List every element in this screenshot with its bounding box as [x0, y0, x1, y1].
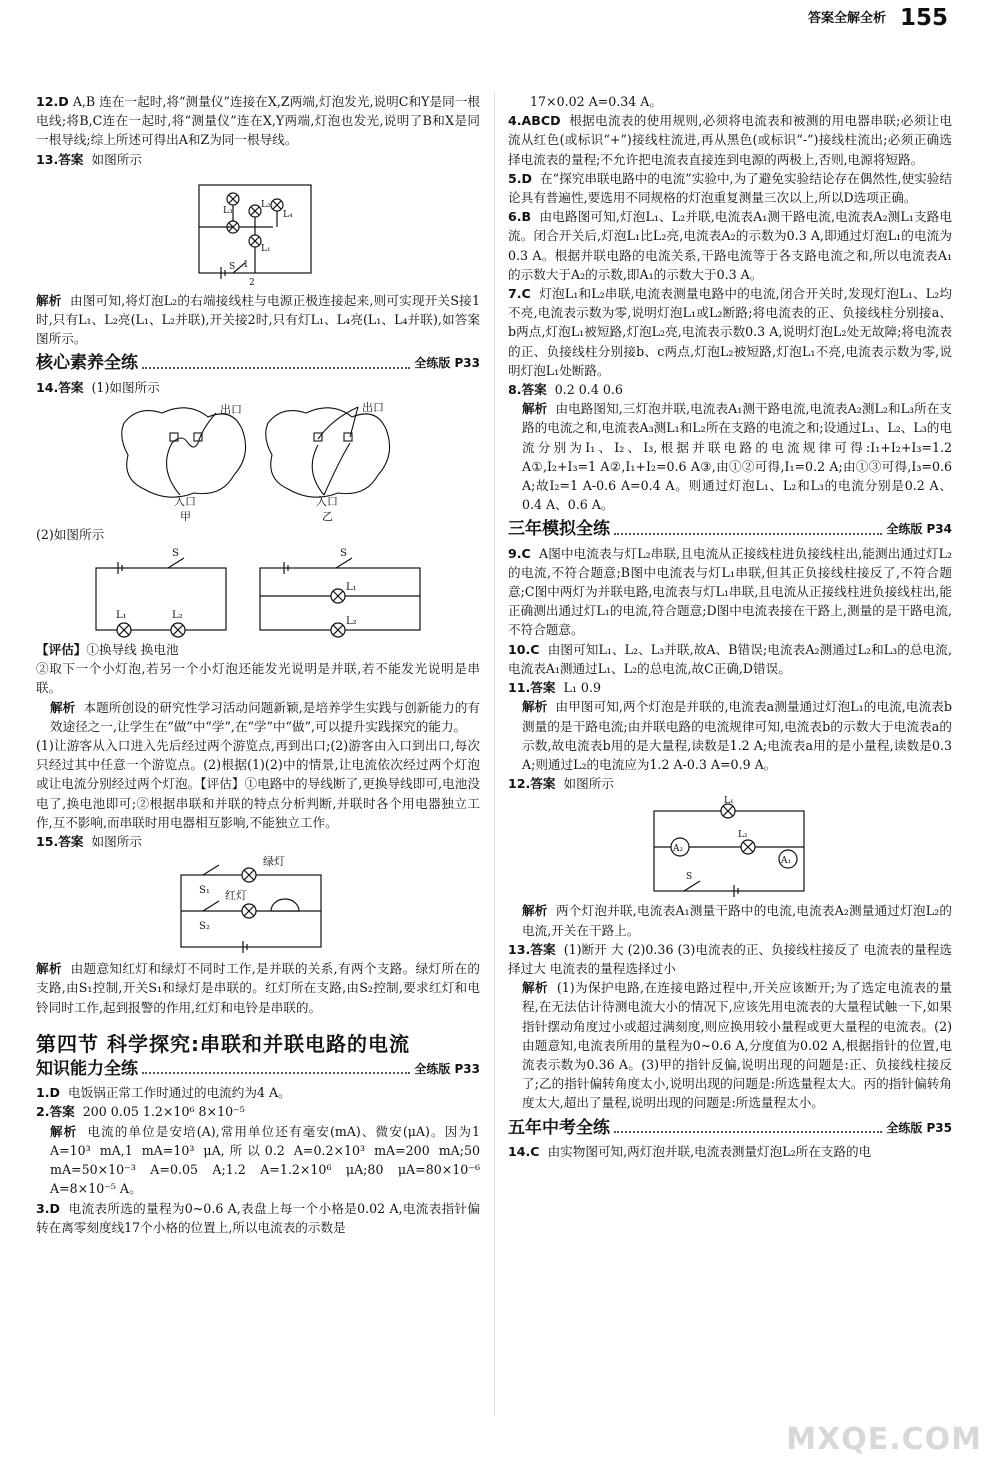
svg-text:S: S — [229, 261, 236, 272]
analysis-label: 解析 — [50, 699, 76, 715]
answer-num: 13.答案 — [36, 151, 84, 167]
svg-text:L₄: L₄ — [283, 209, 293, 220]
svg-text:A₂: A₂ — [673, 844, 684, 855]
section-heading — [36, 1060, 480, 1079]
answer-11 — [508, 678, 952, 697]
answer-part2: (2)如图所示 — [36, 526, 105, 542]
answer-num: 14.答案 — [36, 379, 84, 395]
right-column — [508, 92, 952, 1161]
svg-text:L₂: L₂ — [261, 199, 271, 210]
section-version: 全练版 P33 — [414, 356, 480, 371]
answer-num: 11.答案 — [508, 680, 556, 696]
section-title: 知识能力全练 — [36, 1059, 138, 1080]
answer-7 — [508, 284, 952, 380]
svg-text:2: 2 — [249, 277, 255, 288]
answer-text: 电饭锅正常工作时通过的电流约为4 A。 — [68, 1085, 291, 1101]
left-column — [36, 92, 480, 1237]
analysis-text: 由题意知红灯和绿灯不同时工作,是并联的关系,有两个支路。绿灯所在的支路,由S₁控制,开关S₁和绿灯是串联的。红灯所在支路,由S₂控制,要求红灯和电铃同时工作,起到报警的作用,红灯和电铃是串联的。 — [36, 961, 480, 1015]
analysis-text: 由甲图可知,两个灯泡是并联的,电流表a测量通过灯泡L₁的电流,电流表b测量的是干路电流;由并联电路的电流规律可知,电流表b的示数大于电流表a的示数,故电流表b用的是大量程,读数是1.2 A;电流表a用的是小量程,读数是0.3 A;则通过L₂的电流应为1.2 A-0.3 A=0.9 A。 — [522, 699, 952, 772]
answer-text: 根据电流表的使用规则,必须将电流表和被测的用电器串联;必须让电流从红色(或标识“+”)接线柱流进,再从黑色(或标识“-”)接线柱流出;必须正确选择电流表的量程;不允许把电流表直接连到电源的两极上,否则,电源将短路。 — [508, 113, 953, 167]
answer-num: 12.答案 — [508, 776, 556, 792]
answer-12 — [36, 92, 480, 150]
answer-10 — [508, 640, 952, 678]
section-heading — [36, 354, 480, 373]
fig-caption-jia: 甲 — [180, 509, 191, 523]
section-version: 全练版 P33 — [414, 1062, 480, 1077]
analysis-14a — [36, 698, 480, 736]
answer-13 — [36, 150, 480, 169]
answer-12 — [508, 774, 952, 793]
answer-num: 5.D — [508, 170, 533, 186]
svg-text:L₃: L₃ — [223, 205, 233, 216]
svg-text:S₂: S₂ — [199, 921, 210, 933]
answer-text: (1)断开 大 (2)0.36 (3)电流表的正、负接线柱接反了 电流表的量程选择过大 电流表的量程选择过小 — [508, 941, 953, 976]
analysis-text: 两个灯泡并联,电流表A₁测量干路中的电流,电流表A₂测量通过灯泡L₂的电流,开关在干路上。 — [522, 903, 952, 938]
header-title: 答案全解全析 — [807, 11, 886, 27]
answer-num: 1.D — [36, 1085, 61, 1101]
analysis-label: 解析 — [50, 1123, 78, 1139]
answer-text: 电流表所选的量程为0~0.6 A,表盘上每一个小格是0.02 A,电流表指针偏转在离零刻度线17个小格的位置上,所以电流表的示数是 — [36, 1200, 480, 1235]
answer-num: 3.D — [36, 1200, 61, 1216]
dotted-leader — [142, 367, 410, 369]
page-header — [808, 6, 948, 32]
answer-num: 14.C — [508, 1143, 540, 1159]
answer-8 — [508, 380, 952, 399]
analysis-8 — [508, 399, 952, 514]
answer-num: 10.C — [508, 641, 540, 657]
answer-2 — [36, 1102, 480, 1121]
answer-14-part2 — [36, 525, 480, 544]
answer-14 — [508, 1142, 952, 1161]
answer-num: 13.答案 — [508, 941, 556, 957]
analysis-text: (1)为保护电路,在连接电路过程中,开关应该断开;为了选定电流表的量程,在无法估计待测电流大小的情况下,应该先用电流表的大量程试触一下,如果指针摆动角度过小或超过满刻度,则应换用较小量程或更大量程的电流表。(2)由题意知,电流表所用的量程为0~0.6 A,分度值为0.02 A,根据指针的位置,电流表示数为0.36 A。(3)甲的指针反偏,说明出现的问题是:正、负接线柱接反了;乙的指针偏转角度太小,说明出现的问题是:所选量程太大。丙的指针偏转角度太大,超出了量程,说明出现的问题是:所选量程太小。 — [522, 980, 952, 1111]
section-version: 全练版 P35 — [886, 1120, 952, 1135]
answer-text: L₁ 0.9 — [563, 680, 601, 696]
svg-text:L₁: L₁ — [116, 610, 127, 622]
dotted-leader — [614, 1131, 882, 1133]
analysis-text: 本题所创设的研究性学习活动问题新颖,是培养学生实践与创新能力的有效途径之一,让学生在“做”中“学”,在“学”中“做”,可以提升实践探究的能力。 — [50, 699, 480, 734]
circuit-diagram-12 — [640, 795, 820, 899]
svg-text:L₁: L₁ — [724, 796, 734, 807]
svg-text:S: S — [340, 548, 347, 560]
answer-1 — [36, 1083, 480, 1102]
answer-num: 7.C — [508, 286, 531, 302]
analysis-text: 由图可知,将灯泡L₂的右端接线柱与电源正极连接起来,则可实现开关S接1时,只有L₁、L₂亮(L₁、L₂并联),开关接2时,只有灯L₁、L₄亮(L₁、L₄并联),如答案图所示。 — [36, 292, 480, 347]
svg-text:S: S — [172, 548, 179, 560]
answer-text: 在“探究串联电路中的电流”实验中,为了避免实验结论存在偶然性,使实验结论具有普遍性,要选用不同规格的灯泡重复测量三次以上,所以D选项正确。 — [508, 170, 952, 206]
section-title: 三年模拟全练 — [508, 519, 610, 540]
circuit-diagram-15 — [173, 853, 343, 957]
answer-3 — [36, 1199, 480, 1237]
park-route-diagram — [118, 399, 398, 523]
answer-14 — [36, 378, 480, 397]
section-heading — [508, 1119, 952, 1138]
svg-text:S: S — [686, 872, 693, 883]
svg-text:S₁: S₁ — [199, 885, 210, 897]
svg-text:L₁: L₁ — [261, 243, 271, 254]
fig-exit-label-1: 出口 — [220, 402, 242, 416]
svg-text:L₂: L₂ — [346, 616, 357, 628]
watermark: MXQE.COM — [786, 1421, 982, 1457]
section-title: 五年中考全练 — [508, 1117, 610, 1138]
svg-text:L₂: L₂ — [172, 610, 183, 622]
fig-caption-yi: 乙 — [322, 509, 333, 523]
fig-exit-label-2: 出口 — [362, 400, 384, 414]
analysis-label: 解析 — [522, 401, 548, 417]
svg-text:L₁: L₁ — [346, 582, 357, 594]
answer-text: 如图所示 — [91, 151, 142, 167]
analysis-15 — [36, 959, 480, 1017]
analysis-13 — [36, 291, 480, 349]
analysis-12 — [508, 901, 952, 939]
answer-6 — [508, 207, 952, 284]
answer-text: 如图所示 — [563, 776, 614, 792]
analysis-label: 解析 — [522, 699, 548, 715]
fig-entry-label-2: 入口 — [316, 494, 338, 508]
section-version: 全练版 P34 — [886, 522, 952, 537]
analysis-label: 解析 — [522, 980, 548, 996]
eval-label: 【评估】 — [36, 642, 87, 658]
analysis-text: (1)让游客从入口进入先后经过两个游览点,再到出口;(2)游客由入口到出口,每次只经过其中任意一个游览点。(2)根据(1)(2)中的情景,让电流依次经过两个灯泡或让电流分别经过两个灯泡。【评估】①电路中的导线断了,更换导线即可,电池没电了,换电池即可;②根据串联和并联的特点分析判断,并联时各个用电器独立工作,互不影响,而串联时用电器相互影响,不能独立工作。 — [36, 738, 480, 830]
section-heading — [508, 520, 952, 539]
fig-green-label: 绿灯 — [263, 855, 285, 869]
dotted-leader — [142, 1072, 410, 1074]
answer-15 — [36, 832, 480, 851]
analysis-label: 解析 — [522, 903, 548, 919]
answer-text: 200 0.05 1.2×10⁶ 8×10⁻⁵ — [82, 1104, 245, 1120]
svg-text:L₂: L₂ — [738, 830, 748, 841]
analysis-text: 由电路图知,三灯泡并联,电流表A₁测干路电流,电流表A₂测L₂和L₃所在支路的电流之和,电流表A₃测L₁和L₂所在支路的电流之和;设通过L₁、L₂、L₃的电流分别为I₁、I₂、I₃,根据并联电路的电流规律可得:I₁+I₂+I₃=1.2 A①,I₂+I₃=1 A②,I₁+I₂=0.6 A③,由①②可得,I₁=0.2 A;由①③可得,I₃=0.6 A;故I₂=1 A-0.6 A=0.4 A。则通过灯泡L₁、L₂和L₃的电流分别是0.2 A、0.4 A、0.6 A。 — [522, 401, 952, 513]
answer-text: 灯泡L₁和L₂串联,电流表测量电路中的电流,闭合开关时,发现灯泡L₁、L₂均不亮,电流表示数为零,说明灯泡L₁或L₂断路;将电流表的正、负接线柱分别接a、b两点,灯泡L₁被短路,灯泡L₂亮,电流表示数0.3 A,说明灯泡L₂处无故障;将电流表的正、负接线柱分别接b、c两点,灯泡L₂被短路,灯泡L₁不亮,电流表示数为零,说明灯泡L₁处断路。 — [508, 286, 952, 378]
answer-13 — [508, 940, 952, 978]
section-title: 核心素养全练 — [36, 353, 138, 374]
answer-num: 4.ABCD — [508, 113, 561, 129]
answer-num: 9.C — [508, 545, 531, 561]
analysis-11 — [508, 697, 952, 774]
fig-entry-label-1: 入口 — [174, 494, 196, 508]
answer-text: 如图所示 — [91, 834, 142, 850]
eval-text-2: ②取下一个小灯泡,若另一个小灯泡还能发光说明是并联,若不能发光说明是串联。 — [36, 661, 480, 696]
column-divider — [494, 92, 495, 1416]
answer-num: 8.答案 — [508, 382, 547, 398]
answer-num: 6.B — [508, 209, 532, 225]
answer-text: A,B 连在一起时,将“测量仪”连接在X,Z两端,灯泡发光,说明C和Y是同一根电线;将B,C连在一起时,将“测量仪”连在X,Y两端,灯泡也发光,说明了B和X是同一根导线;综上所述可得出A和Z为同一根导线。 — [36, 94, 480, 148]
circuit-diagram-14 — [88, 546, 428, 638]
answer-text: 由电路图可知,灯泡L₁、L₂并联,电流表A₁测干路电流,电流表A₂测L₁支路电流。闭合开关后,灯泡L₁比L₂亮,电流表A₂的示数为0.3 A,即通过灯泡L₁的电流为0.3 A。根据并联电路的电流关系,干路电流等于各支路电流之和,所以电流表A₁的示数大于A₂的示数,即A₁的示数大于0.3 A。 — [508, 209, 953, 282]
analysis-13 — [508, 978, 952, 1112]
evaluation-1 — [36, 640, 480, 659]
analysis-label: 解析 — [36, 292, 62, 308]
answer-text: 17×0.02 A=0.34 A。 — [530, 94, 663, 109]
answer-text: 由实物图可知,两灯泡并联,电流表测量灯泡L₂所在支路的电 — [547, 1143, 872, 1159]
chapter-title: 第四节 科学探究:串联和并联电路的电流 — [36, 1031, 410, 1056]
circuit-diagram-13 — [193, 171, 323, 289]
analysis-label: 解析 — [36, 961, 62, 977]
answer-text: A图中电流表与灯L₂串联,且电流从正接线柱进负接线柱出,能测出通过灯L₂的电流,不符合题意;B图中电流表与灯L₁串联,但其正负接线柱接反了,不符合题意;C图中两灯为并联电路,电流表与灯L₁串联,且电流从正接线柱进负接线柱出,能正确测出通过灯L₁的电流,符合题意;D图中电流表接在干路上,测量的是干路电流,不符合题意。 — [508, 545, 952, 638]
answer-num: 12.D — [36, 94, 69, 109]
answer-3-continued — [508, 92, 952, 111]
analysis-2 — [36, 1122, 480, 1199]
fig-red-label: 红灯 — [225, 889, 247, 903]
answer-text: 由图可知L₁、L₂、L₃并联,故A、B错误;电流表A₂测通过L₂和L₃的总电流,电流表A₁测通过L₁、L₂的总电流,故C正确,D错误。 — [508, 641, 952, 676]
page-number: 155 — [899, 5, 948, 32]
answer-text: 0.2 0.4 0.6 — [554, 382, 623, 398]
analysis-text: 电流的单位是安培(A),常用单位还有毫安(mA)、微安(μA)。因为1 A=10³ mA,1 mA=10³ μA,所以0.2 A=0.2×10³ mA=200 mA;50 mA=50×10⁻³ A=0.05 A;1.2 A=1.2×10⁶ μA;80 μA=80×10⁻⁶ A=8×10⁻⁵ A。 — [50, 1123, 480, 1197]
eval-text-1: ①换导线 换电池 — [86, 642, 179, 658]
analysis-14b — [36, 736, 480, 832]
evaluation-2 — [36, 659, 480, 697]
answer-5 — [508, 169, 952, 207]
answer-num: 2.答案 — [36, 1104, 75, 1120]
answer-part1: (1)如图所示 — [91, 379, 160, 395]
answer-9 — [508, 544, 952, 640]
svg-text:1: 1 — [243, 259, 249, 270]
answer-num: 15.答案 — [36, 834, 84, 850]
dotted-leader — [614, 533, 882, 535]
answer-4 — [508, 111, 952, 169]
svg-text:A₁: A₁ — [781, 856, 792, 867]
